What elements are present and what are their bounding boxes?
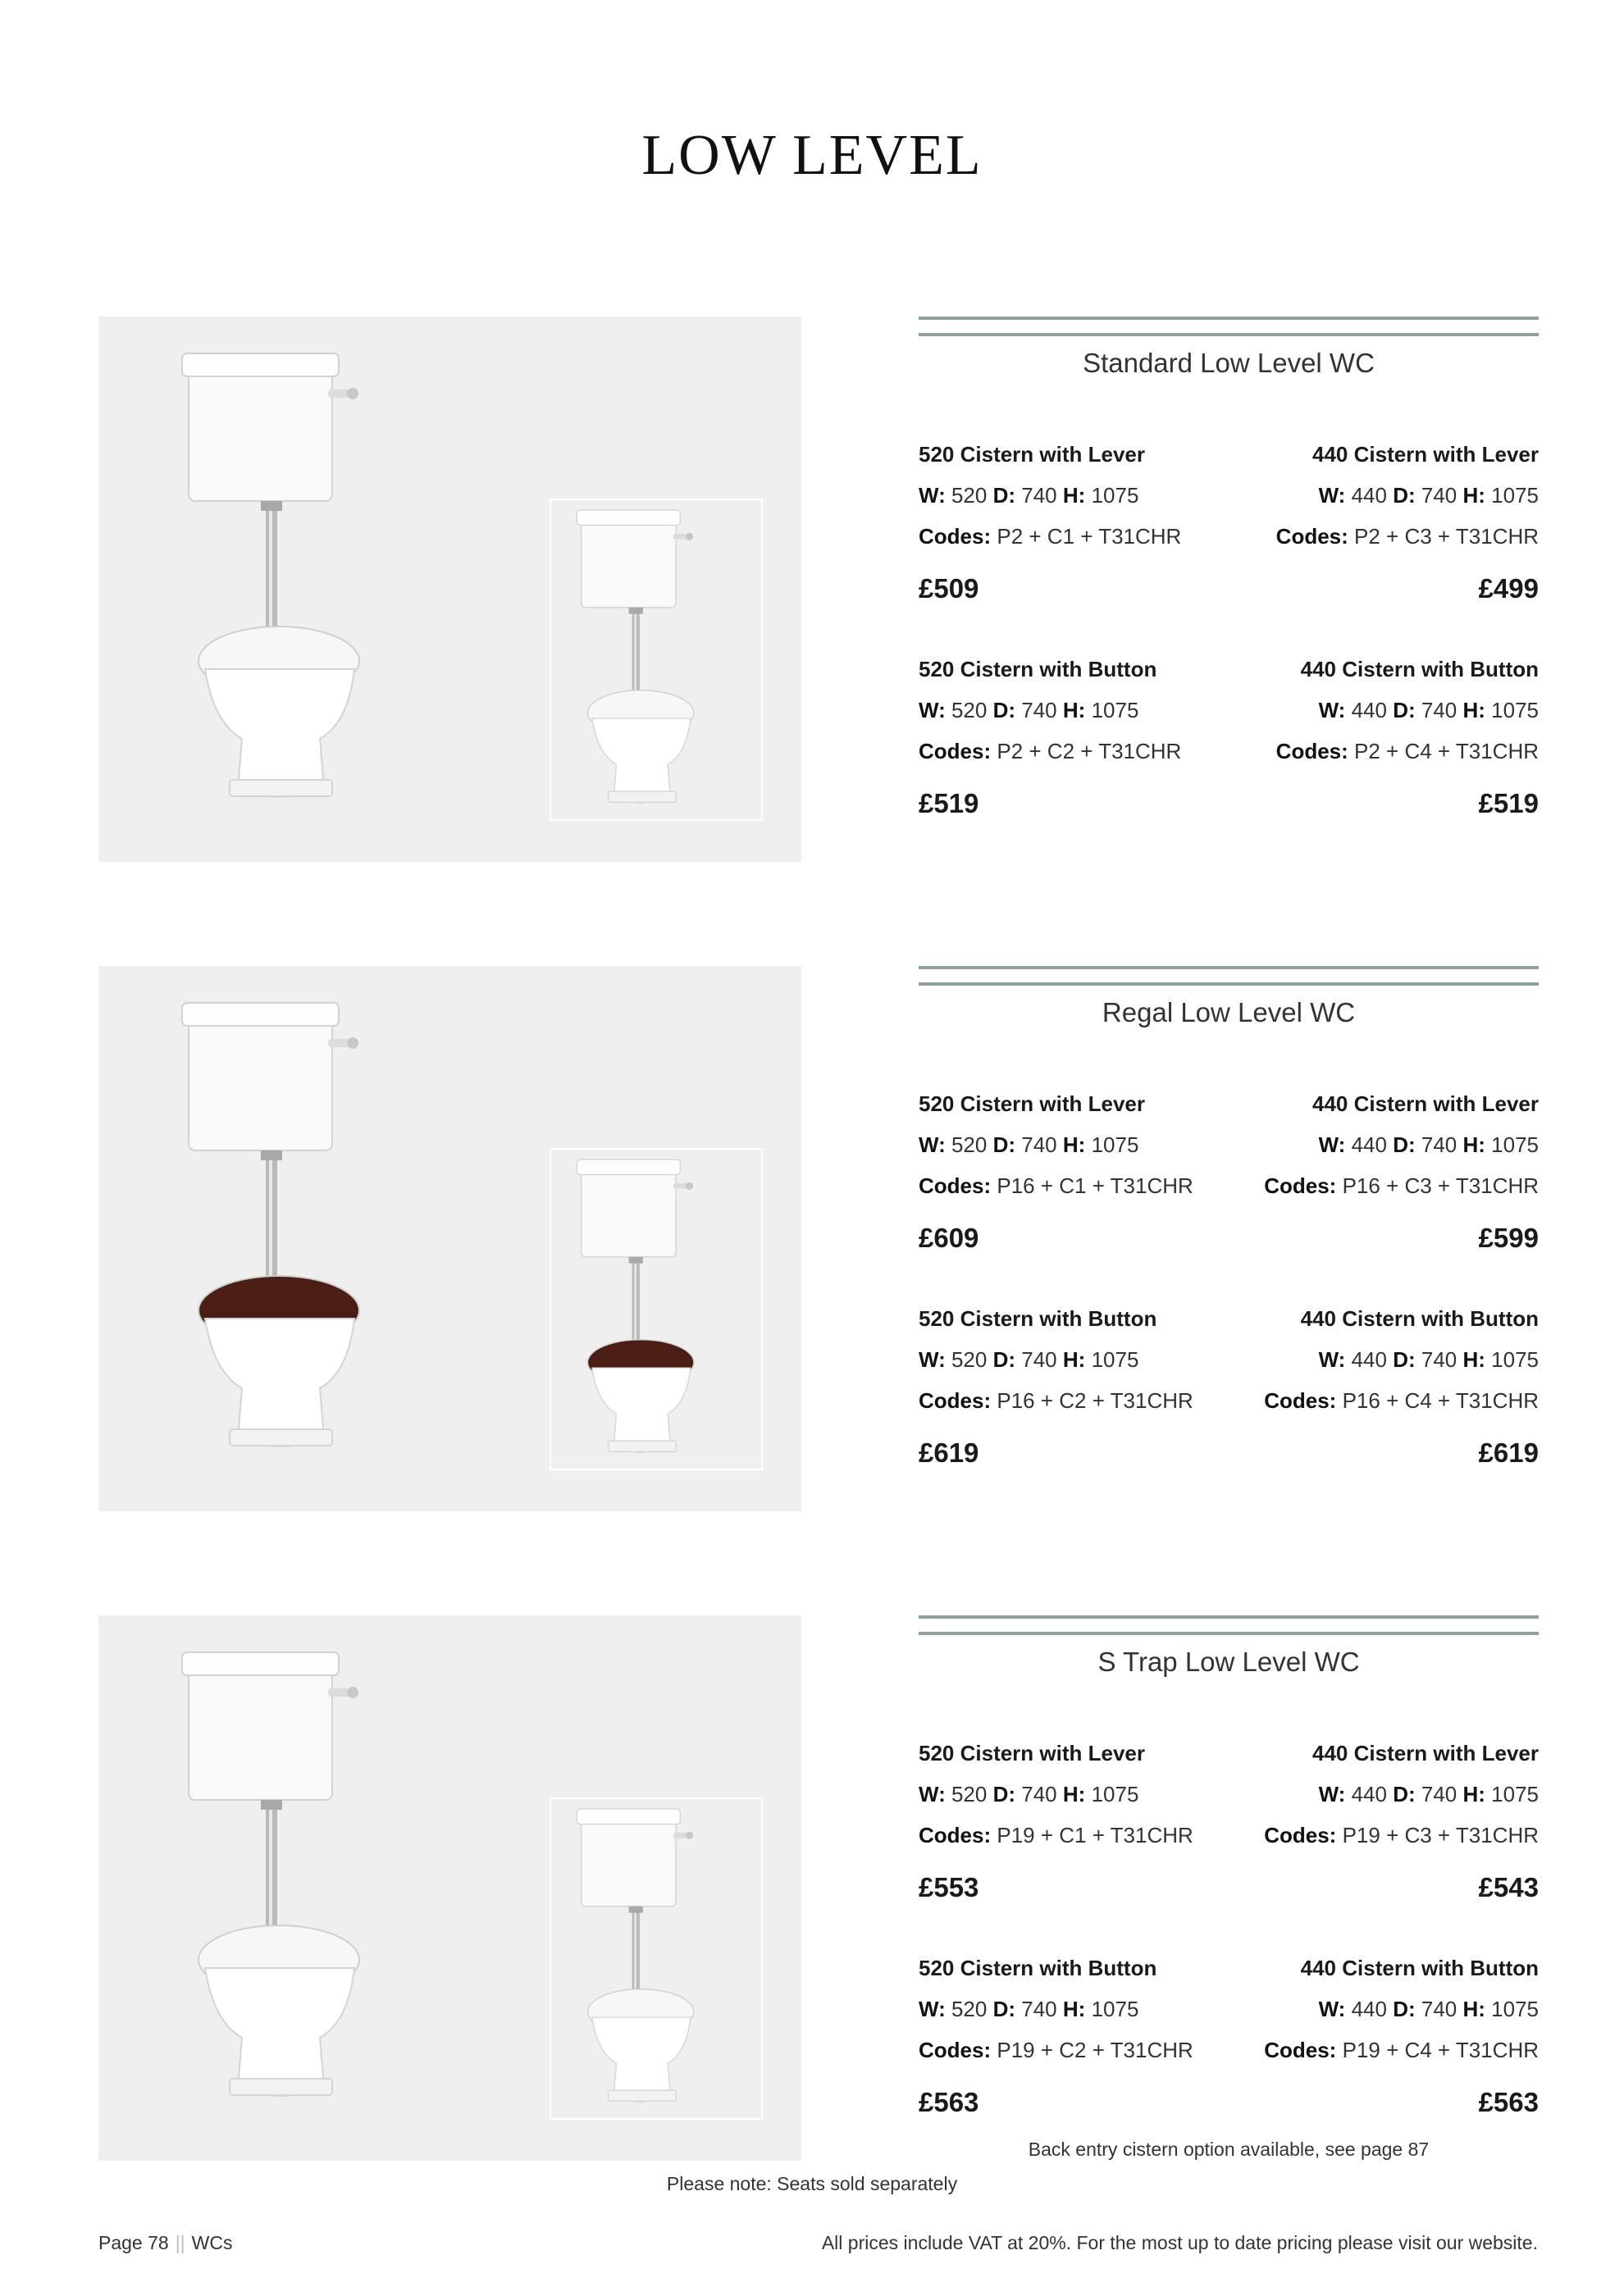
product-section — [0, 1615, 1624, 2161]
product-codes: Codes: P2 + C3 + T31CHR — [1275, 524, 1539, 549]
product-name: Standard Low Level WC — [1083, 348, 1375, 378]
double-rule — [919, 966, 1539, 989]
variant-title: 440 Cistern with Lever — [1312, 442, 1539, 467]
variant-title: 440 Cistern with Button — [1300, 1956, 1539, 1980]
footer-disclaimer: All prices include VAT at 20%. For the most up to date pricing please visit our website. — [821, 2232, 1538, 2253]
dimensions: W: 520 D: 740 H: 1075 — [919, 698, 1139, 722]
variant-title: 520 Cistern with Lever — [919, 1741, 1145, 1765]
product-image-panel — [98, 317, 801, 862]
back-entry-note: Back entry cistern option available, see page 87 — [1028, 2139, 1430, 2160]
variant-title: 520 Cistern with Lever — [919, 442, 1145, 467]
variant-440-lever — [1229, 1089, 1539, 1256]
variant-title: 440 Cistern with Lever — [1312, 1091, 1539, 1116]
dimensions: W: 440 D: 740 H: 1075 — [1318, 698, 1539, 722]
product-codes: Codes: P19 + C2 + T31CHR — [919, 2038, 1193, 2062]
product-codes: Codes: P16 + C1 + T31CHR — [919, 1173, 1193, 1198]
wc-large-illustration — [180, 353, 344, 813]
product-codes: Codes: P16 + C4 + T31CHR — [1264, 1388, 1539, 1413]
page-title: LOW LEVEL — [641, 124, 983, 187]
seats-note: Please note: Seats sold separately — [666, 2173, 958, 2194]
variant-title: 520 Cistern with Lever — [919, 1091, 1145, 1116]
product-name: Regal Low Level WC — [1102, 997, 1356, 1027]
spec-block — [919, 317, 1539, 862]
dimensions: W: 440 D: 740 H: 1075 — [1318, 1997, 1539, 2021]
price: £519 — [919, 788, 979, 818]
variant-520-button — [919, 1304, 1229, 1471]
variant-440-lever — [1229, 1738, 1539, 1906]
product-codes: Codes: P16 + C3 + T31CHR — [1264, 1173, 1539, 1198]
product-codes: Codes: P2 + C2 + T31CHR — [919, 739, 1182, 763]
dimensions: W: 440 D: 740 H: 1075 — [1318, 483, 1539, 508]
variant-440-button — [1229, 654, 1539, 822]
price: £543 — [1478, 1872, 1539, 1902]
variant-440-lever — [1229, 440, 1539, 607]
product-image-panel — [98, 1615, 801, 2161]
variant-title: 520 Cistern with Button — [919, 657, 1157, 681]
price: £619 — [919, 1437, 979, 1468]
price: £519 — [1478, 788, 1539, 818]
variant-title: 440 Cistern with Lever — [1312, 1741, 1539, 1765]
double-rule — [919, 317, 1539, 339]
dimensions: W: 520 D: 740 H: 1075 — [919, 1347, 1139, 1372]
price: £563 — [1478, 2087, 1539, 2117]
variant-520-lever — [919, 440, 1229, 607]
dimensions: W: 440 D: 740 H: 1075 — [1318, 1782, 1539, 1806]
wc-small-illustration — [576, 1809, 740, 2268]
price: £599 — [1478, 1223, 1539, 1253]
dimensions: W: 520 D: 740 H: 1075 — [919, 1782, 1139, 1806]
inset-image-frame — [550, 1797, 763, 2120]
product-section — [0, 317, 1624, 862]
dimensions: W: 440 D: 740 H: 1075 — [1318, 1132, 1539, 1157]
price: £509 — [919, 573, 979, 604]
variant-520-button — [919, 654, 1229, 822]
inset-image-frame — [550, 499, 763, 821]
product-codes: Codes: P19 + C3 + T31CHR — [1264, 1823, 1539, 1847]
variant-440-button — [1229, 1953, 1539, 2121]
variant-440-button — [1229, 1304, 1539, 1471]
price: £553 — [919, 1872, 979, 1902]
price: £609 — [919, 1223, 979, 1253]
dimensions: W: 520 D: 740 H: 1075 — [919, 483, 1139, 508]
variant-520-lever — [919, 1738, 1229, 1906]
price: £619 — [1478, 1437, 1539, 1468]
double-rule — [919, 1615, 1539, 1638]
variant-520-lever — [919, 1089, 1229, 1256]
price: £563 — [919, 2087, 979, 2117]
wc-small-illustration — [576, 1159, 740, 1619]
product-codes: Codes: P19 + C1 + T31CHR — [919, 1823, 1193, 1847]
spec-block — [919, 1615, 1539, 2161]
footer-section: WCs — [191, 2232, 233, 2253]
wc-large-illustration — [180, 1652, 344, 2112]
price: £499 — [1478, 573, 1539, 604]
dimensions: W: 440 D: 740 H: 1075 — [1318, 1347, 1539, 1372]
product-codes: Codes: P2 + C4 + T31CHR — [1275, 739, 1539, 763]
variant-title: 520 Cistern with Button — [919, 1956, 1157, 1980]
wc-large-illustration — [180, 1003, 344, 1462]
variant-520-button — [919, 1953, 1229, 2121]
dimensions: W: 520 D: 740 H: 1075 — [919, 1132, 1139, 1157]
product-name: S Trap Low Level WC — [1097, 1647, 1360, 1677]
product-codes: Codes: P2 + C1 + T31CHR — [919, 524, 1182, 549]
dimensions: W: 520 D: 740 H: 1075 — [919, 1997, 1139, 2021]
product-image-panel — [98, 966, 801, 1511]
spec-block — [919, 966, 1539, 1511]
variant-title: 440 Cistern with Button — [1300, 657, 1539, 681]
product-codes: Codes: P19 + C4 + T31CHR — [1264, 2038, 1539, 2062]
product-section — [0, 966, 1624, 1511]
page-number: Page 78 — [98, 2232, 169, 2253]
variant-title: 440 Cistern with Button — [1300, 1306, 1539, 1331]
footer-separator: || — [175, 2232, 185, 2253]
inset-image-frame — [550, 1148, 763, 1470]
variant-title: 520 Cistern with Button — [919, 1306, 1157, 1331]
footer-page-info — [98, 2232, 232, 2254]
wc-small-illustration — [576, 510, 740, 969]
product-codes: Codes: P16 + C2 + T31CHR — [919, 1388, 1193, 1413]
